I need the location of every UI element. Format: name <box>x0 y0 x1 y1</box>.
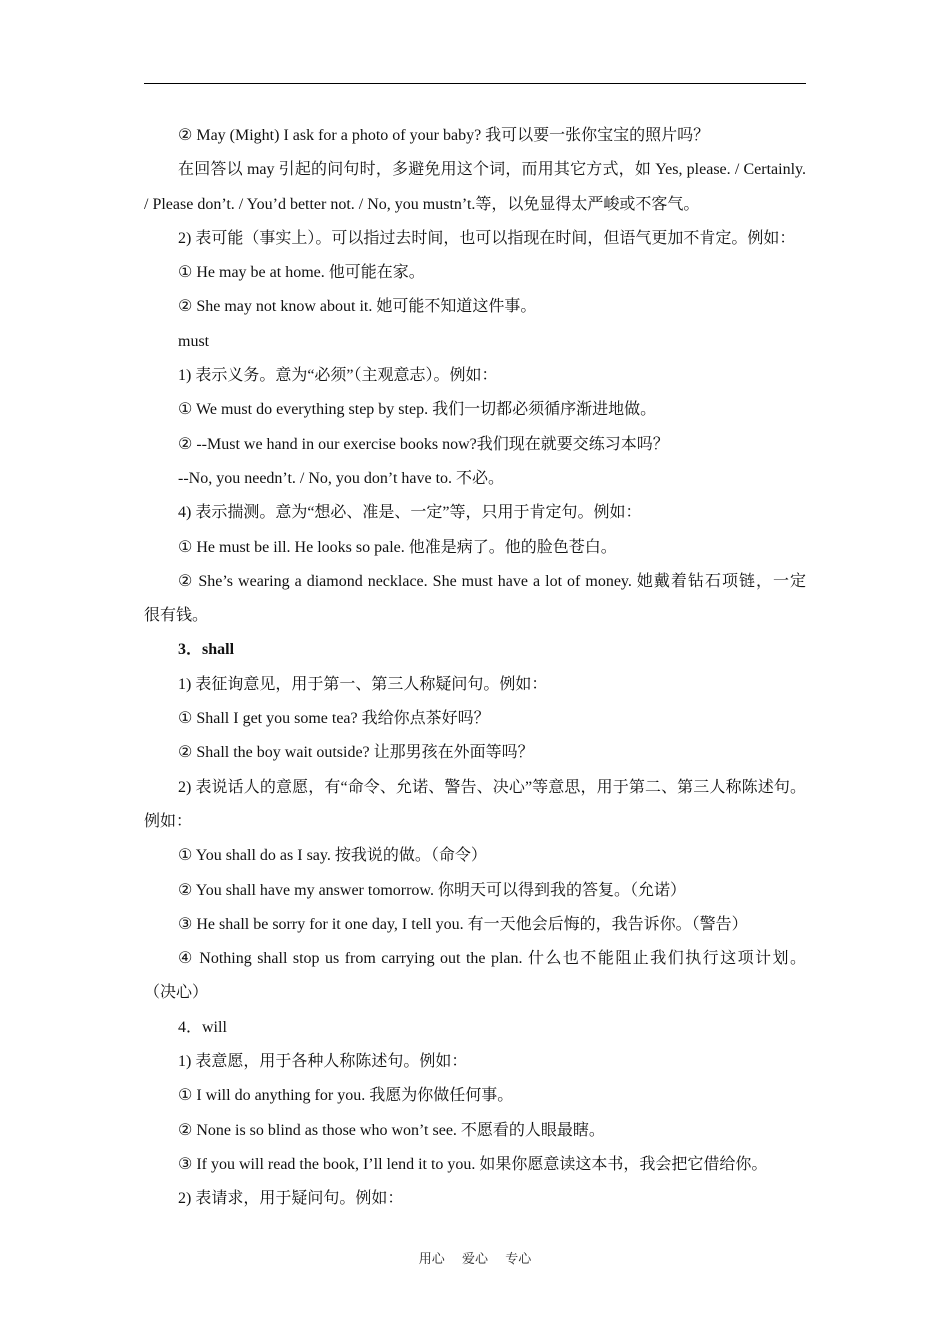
text-line: ③ He shall be sorry for it one day, I tell you. 有一天他会后悔的，我告诉你。（警告） <box>178 915 748 933</box>
text-line: 1) 表示义务。意为“必须”（主观意志）。例如： <box>178 367 498 385</box>
footer-word: 专心 <box>505 1251 532 1266</box>
text-line: ② --Must we hand in our exercise books now?我们现在就要交练习本吗？ <box>178 435 669 453</box>
text-line: 2) 表请求，用于疑问句。例如： <box>178 1190 404 1208</box>
section-heading-will: 4．will <box>178 1018 227 1036</box>
text-line: ① He must be ill. He looks so pale. 他准是病了。他的脸色苍白。 <box>178 538 617 556</box>
header-rule <box>144 83 806 84</box>
text-line: ② Shall the boy wait outside? 让那男孩在外面等吗？ <box>178 744 534 762</box>
text-line: 在回答以 may 引起的问句时，多避免用这个词，而用其它方式，如 Yes, please. / Certainly. <box>178 161 806 179</box>
section-heading-shall: 3．shall <box>178 641 235 659</box>
text-line: 2) 表说话人的意愿，有“命令、允诺、警告、决心”等意思，用于第二、第三人称陈述句。 <box>178 778 806 796</box>
text-line: ① He may be at home. 他可能在家。 <box>178 264 425 282</box>
footer-word: 用心 <box>418 1251 445 1266</box>
text-line: ② She’s wearing a diamond necklace. She must have a lot of money. 她戴着钻石项链，一定 <box>178 572 806 590</box>
text-line: （决心） <box>144 984 209 1002</box>
text-line: / Please don’t. / You’d better not. / No, you mustn’t.等，以免显得太严峻或不客气。 <box>144 195 700 213</box>
text-line: ② May (Might) I ask for a photo of your baby? 我可以要一张你宝宝的照片吗？ <box>178 127 710 144</box>
text-line: ② She may not know about it. 她可能不知道这件事。 <box>178 298 537 316</box>
text-line: --No, you needn’t. / No, you don’t have to. 不必。 <box>178 469 505 487</box>
text-line: 例如： <box>144 812 193 830</box>
text-line: ① You shall do as I say. 按我说的做。（命令） <box>178 847 487 865</box>
text-line: 4) 表示揣测。意为“想必、准是、一定”等，只用于肯定句。例如： <box>178 504 642 522</box>
text-line: ② You shall have my answer tomorrow. 你明天可以得到我的答复。（允诺） <box>178 881 686 899</box>
text-line: ① We must do everything step by step. 我们一切都必须循序渐进地做。 <box>178 401 657 419</box>
text-line: ① Shall I get you some tea? 我给你点茶好吗？ <box>178 710 490 728</box>
text-line: 2) 表可能（事实上）。可以指过去时间，也可以指现在时间，但语气更加不肯定。例如： <box>178 229 796 247</box>
text-line: 很有钱。 <box>144 607 209 625</box>
text-line: ① I will do anything for you. 我愿为你做任何事。 <box>178 1087 514 1105</box>
footer-word: 爱心 <box>461 1251 488 1266</box>
text-line: ④ Nothing shall stop us from carrying out the plan. 什么也不能阻止我们执行这项计划。 <box>178 950 806 968</box>
text-line: ③ If you will read the book, I’ll lend it to you. 如果你愿意读这本书，我会把它借给你。 <box>178 1155 768 1173</box>
text-line: 1) 表意愿，用于各种人称陈述句。例如： <box>178 1053 468 1071</box>
text-line: 1) 表征询意见，用于第一、第三人称疑问句。例如： <box>178 675 548 693</box>
page-footer <box>0 1248 950 1267</box>
document-body <box>144 119 806 1217</box>
text-line: ② None is so blind as those who won’t see. 不愿看的人眼最瞎。 <box>178 1121 605 1139</box>
section-heading-must: must <box>178 332 210 350</box>
